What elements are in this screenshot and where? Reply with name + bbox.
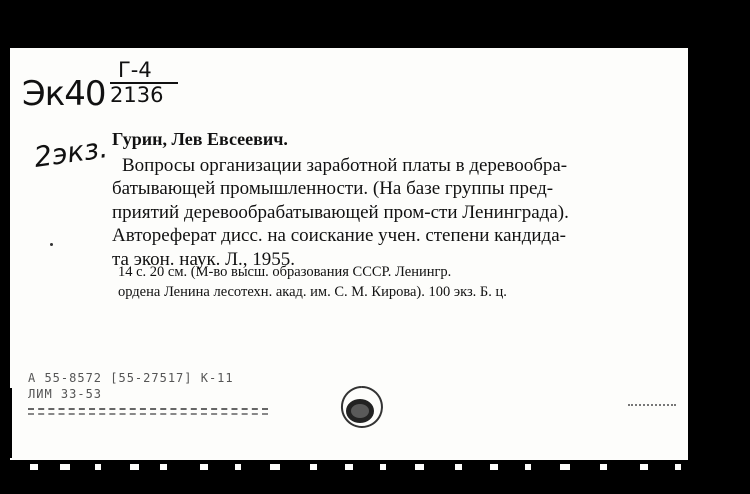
card-bottom-edge — [0, 462, 750, 494]
author-name: Гурин, Лев Евсеевич. — [112, 129, 288, 149]
shelfmark-numerator: Г-4 — [118, 58, 152, 82]
stamp-line: А 55-8572 [55-27517] К-11 — [28, 371, 234, 385]
punch-hole-icon — [340, 385, 384, 429]
scan-grain — [628, 404, 676, 406]
scan-border-left — [0, 388, 12, 458]
stamp-line: ЛИМ 33-53 — [28, 387, 103, 401]
title-line: Автореферат дисс. на соискание учен. степени кандида- — [112, 225, 566, 246]
shelfmark-main: Эк40 — [22, 74, 106, 114]
detail-line: ордена Ленина лесотехн. акад. им. С. М. Кирова). 100 экз. Б. ц. — [118, 284, 507, 300]
shelfmark-denominator: 2136 — [110, 83, 164, 107]
title-line: приятий деревообрабатывающей пром-сти Ленинграда). — [112, 201, 569, 223]
detail-line: 14 с. 20 см. (М-во высш. образования СССР. Ленингр. — [118, 264, 452, 280]
stamp-rule — [28, 408, 268, 415]
bibliographic-entry — [112, 128, 672, 271]
handwritten-copies-note: 2экз. — [32, 131, 110, 174]
title-line: Вопросы организации заработной платы в деревообра- — [122, 154, 568, 176]
physical-description — [118, 262, 678, 302]
title-line: батывающей промышленности. (На базе группы пред- — [112, 178, 554, 199]
ink-speck — [50, 243, 53, 246]
shelfmark-fraction — [110, 60, 178, 106]
title-line: та экон. наук. Л., 1955. — [112, 248, 296, 270]
faded-stamp — [28, 370, 268, 415]
